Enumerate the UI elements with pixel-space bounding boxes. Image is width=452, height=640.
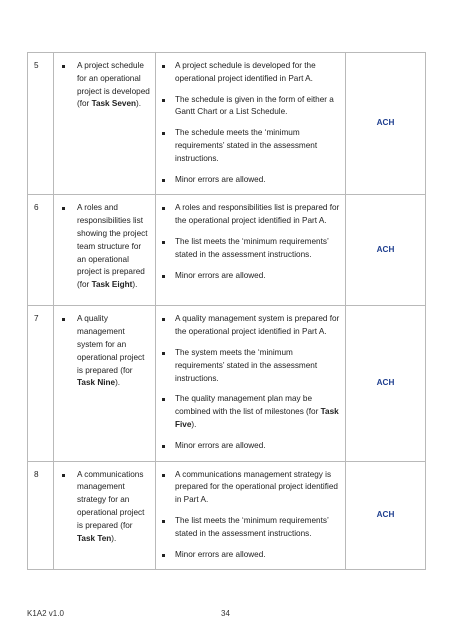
criterion-text: The system meets the ‘minimum requirements’ stated in the assessment instructions.: [175, 347, 318, 383]
criteria-cell: [156, 195, 346, 306]
criterion-item: [161, 202, 340, 228]
criterion-task-reference: Task Five: [175, 407, 339, 429]
criterion-item: [161, 236, 340, 262]
achieved-label: ACH: [376, 510, 395, 520]
task-text-end: ).: [132, 280, 138, 290]
criterion-item: [161, 347, 340, 385]
criterion-text: A communications management strategy is prepared for the operational project identified in Part A.: [175, 469, 338, 505]
criterion-text: A roles and responsibilities list is prepared for the operational project identified in Part A.: [175, 203, 340, 226]
criterion-text: Minor errors are allowed.: [175, 549, 266, 559]
table-row: [28, 306, 426, 461]
task-description: [59, 60, 150, 111]
criterion-item: [161, 270, 340, 283]
task-text: A project schedule for an operational project is developed (for: [77, 61, 150, 109]
assessment-table: [27, 52, 426, 570]
result-cell: [346, 195, 426, 306]
task-cell: [54, 53, 156, 195]
criterion-text-end: ).: [191, 419, 197, 429]
row-number: 5: [28, 53, 54, 195]
achieved-label: ACH: [376, 118, 395, 128]
task-reference: Task Eight: [91, 280, 133, 290]
criterion-text: The list meets the ‘minimum requirements’ stated in the assessment instructions.: [175, 515, 329, 538]
criterion-text: Minor errors are allowed.: [175, 174, 266, 184]
task-cell: [54, 306, 156, 461]
criterion-item: [161, 313, 340, 339]
task-text-end: ).: [115, 378, 121, 388]
criteria-cell: [156, 53, 346, 195]
table-row: [28, 461, 426, 570]
task-reference: Task Seven: [91, 99, 137, 109]
page-number: 34: [221, 609, 230, 618]
table-row: [28, 195, 426, 306]
achieved-label: ACH: [376, 378, 395, 388]
result-cell: [346, 53, 426, 195]
row-number: 6: [28, 195, 54, 306]
task-text: A quality management system for an operational project is prepared (for: [77, 314, 145, 375]
criterion-item: [161, 515, 340, 541]
criterion-item: [161, 60, 340, 86]
document-code: K1A2 v1.0: [27, 609, 64, 618]
criterion-item: [161, 440, 340, 453]
task-text-end: ).: [136, 99, 142, 109]
criterion-item: [161, 469, 340, 507]
criterion-text: A quality management system is prepared for the operational project identified in Part A.: [175, 314, 340, 337]
criterion-text: Minor errors are allowed.: [175, 270, 266, 280]
task-text-end: ).: [111, 533, 117, 543]
task-cell: [54, 195, 156, 306]
task-text: A roles and responsibilities list showing the project team structure for an operational project is prepared (for: [77, 203, 148, 290]
result-cell: [346, 461, 426, 570]
criterion-text: The quality management plan may be combined with the list of milestones (for: [175, 394, 321, 417]
task-description: [59, 313, 150, 390]
criterion-item: [161, 549, 340, 562]
task-reference: Task Nine: [77, 378, 116, 388]
criterion-item: [161, 174, 340, 187]
criteria-cell: [156, 461, 346, 570]
task-description: [59, 202, 150, 292]
task-text: A communications management strategy for an operational project is prepared (for: [77, 469, 145, 530]
criterion-text: The schedule meets the ‘minimum requirements’ stated in the assessment instructions.: [175, 128, 318, 163]
criterion-item: [161, 94, 340, 120]
task-reference: Task Ten: [77, 533, 112, 543]
criterion-item: [161, 127, 340, 165]
criterion-item: [161, 393, 340, 431]
criterion-text: Minor errors are allowed.: [175, 440, 266, 450]
task-cell: [54, 461, 156, 570]
criterion-text: A project schedule is developed for the operational project identified in Part A.: [175, 61, 316, 83]
achieved-label: ACH: [376, 244, 395, 254]
criterion-text: The schedule is given in the form of either a Gantt Chart or a List Schedule.: [175, 94, 334, 117]
criterion-text: The list meets the ‘minimum requirements’ stated in the assessment instructions.: [175, 236, 329, 259]
assessment-table-body: [28, 53, 426, 570]
criteria-cell: [156, 306, 346, 461]
result-cell: [346, 306, 426, 461]
table-row: [28, 53, 426, 195]
row-number: 8: [28, 461, 54, 570]
task-description: [59, 469, 150, 546]
row-number: 7: [28, 306, 54, 461]
